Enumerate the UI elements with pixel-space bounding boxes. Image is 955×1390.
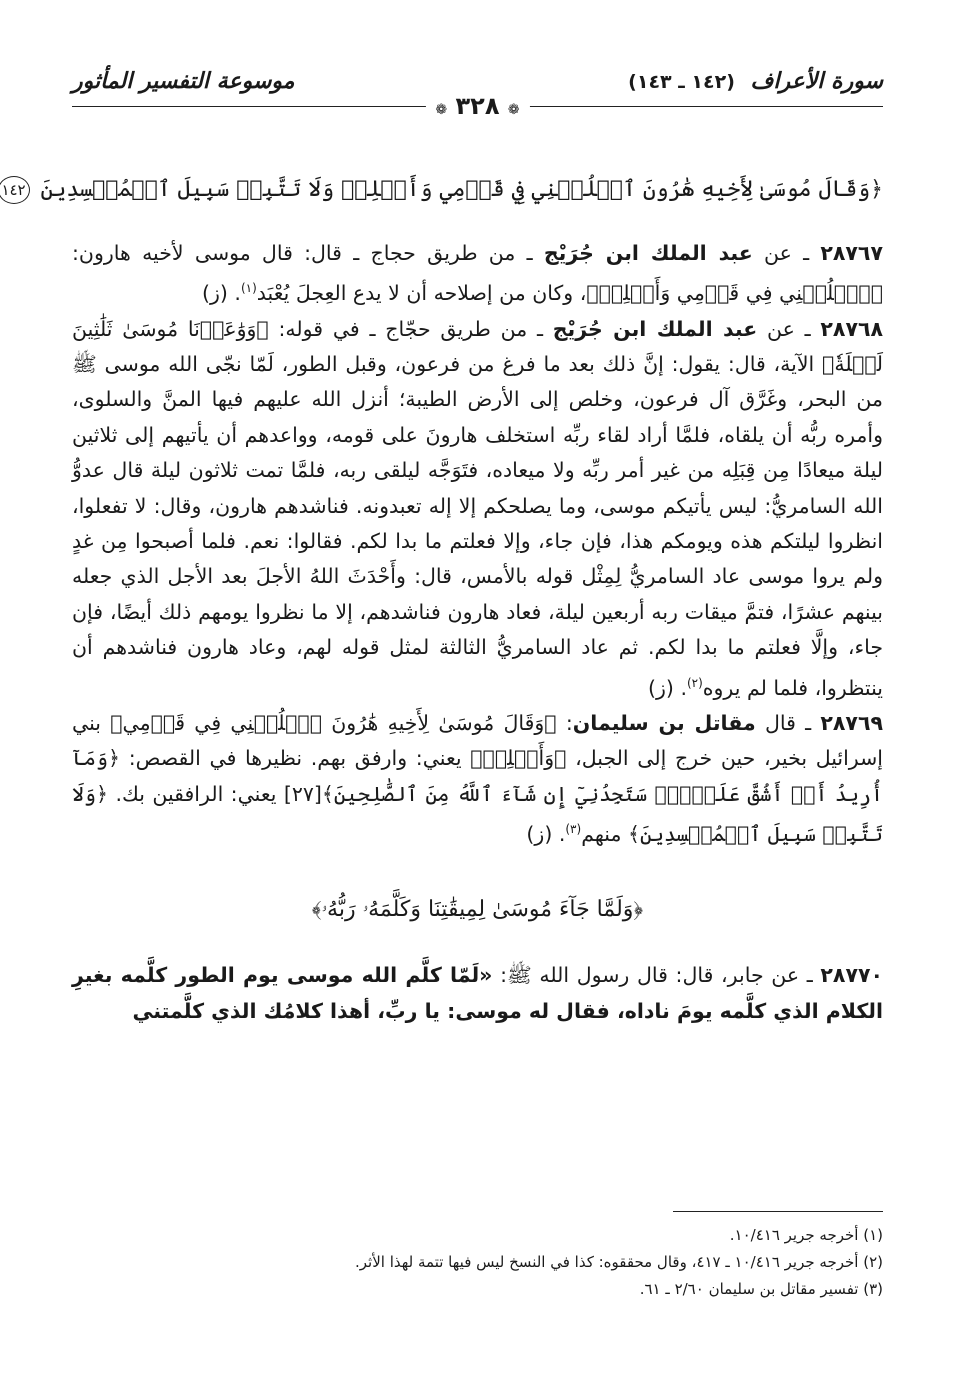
narrator-name: عبد الملك ابن جُرَيْج: [543, 241, 753, 265]
verse-text: ﴿وَقَالَ مُوسَىٰ لِأَخِيهِ هَٰرُونَ ٱخۡلُفۡنِي فِي قَوۡمِي وَأَصۡلِحۡ وَلَا تَتَّبِعۡ سَبِيلَ ٱلۡمُفۡسِدِينَ: [40, 177, 883, 202]
narration-28768: [72, 312, 883, 706]
narration-text: يعني: الرافقين بك.: [115, 781, 277, 806]
source-mark: . (ز): [526, 821, 566, 846]
footnotes: [72, 1222, 883, 1303]
narrator-name: عبد الملك ابن جُرَيْج: [552, 316, 758, 341]
quran-verse-heading: [1, 168, 883, 212]
narration-text: ـ من طريق حجاج ـ قال: قال موسى لأخيه هارون:: [72, 241, 533, 265]
narration-text: ـ عن جابر، قال: قال رسول الله ﷺ:: [500, 963, 813, 988]
page-content: [1, 168, 883, 1029]
quran-quote: ﴿ٱخۡلُفۡنِي فِي قَوۡمِي وَأَصۡلِحۡ﴾: [586, 281, 883, 306]
narration-text: ـ من طريق حجّاج ـ في قوله:: [278, 316, 543, 341]
page-number-block: [425, 92, 529, 120]
footnote: (٢) أخرجه جرير ١٠/٤١٦ ـ ٤١٧، وقال محققوه: كذا في النسخ ليس فيها تتمة لهذا الأثر.: [355, 1253, 883, 1271]
footnote: (١) أخرجه جرير ١٠/٤١٦.: [729, 1226, 883, 1244]
narration-text: يعني: وارفق بهم. نظيرها في القصص:: [128, 746, 462, 771]
book-title: موسوعة التفسير المأثور: [72, 68, 295, 94]
narration-intro: ـ عن: [764, 241, 810, 265]
narration-number: ٢٨٧٦٧: [820, 241, 883, 265]
narration-number: ٢٨٧٦٩: [820, 710, 883, 735]
source-mark: . (ز): [648, 675, 687, 700]
narration-intro: ـ قال: [764, 710, 812, 735]
narration-text: ، وكان من إصلاحه أن لا يدع العِجلَ يُعْبَد: [256, 281, 587, 306]
narration-28767: [72, 236, 883, 312]
ornament-icon: ❁: [435, 102, 448, 118]
quran-quote: ﴿وَوَٰعَدۡنَا مُوسَىٰ ثَلَٰثِينَ لَيۡلَةٗ﴾: [72, 316, 883, 377]
footnote: (٣) تفسير مقاتل بن سليمان ٢/٦٠ ـ ٦١.: [639, 1280, 883, 1298]
source-mark: . (ز): [202, 281, 241, 306]
footnote-ref[interactable]: (٣): [565, 822, 582, 837]
narration-number: ٢٨٧٦٨: [820, 316, 883, 341]
quran-quote: ﴿وَأَصۡلِحۡ﴾: [470, 746, 567, 771]
verse-range: (١٤٢ ـ ١٤٣): [628, 71, 735, 93]
ornament-icon: ❁: [507, 102, 520, 118]
narration-28769: [72, 706, 883, 852]
footnote-ref[interactable]: (٢): [686, 675, 703, 690]
quran-verse-heading: [72, 888, 883, 932]
narration-text: الآية، قال: يقول: إنَّ ذلك بعد ما فرغ من فرعون، وقبل الطور، لَمّا نجّى الله موسى ﷺ من البحر، وغَرَّق آل فرعون، وخلص إلى الأرض الطيبة؛ أنزل الله عليهم فيها المنَّ والسلوى، وأمره ربُّه أن يلقاه، فلمَّا أراد لقاء ربِّه استخلف هارونَ على قومه، وواعدهم أن يأتيهم إلى ثلاثين ليلة ميعادًا مِن قِبَلِه من غير أمر ربِّه ولا ميعاده، فتَوَجَّه ليلقى ربه، فلمَّا تمت ثلاثون ليلة قال عدوُّ الله السامريُّ: ليس يأتيكم موسى، وما يصلحكم إلا إله تعبدونه. فناشدهم هارون، وقال: لا تفعلوا، انظروا ليلتكم هذه ويومكم هذا، فإن جاء، وإلا فعلتم ما بدا لكم. فقالوا: نعم. فلما أصبحوا مِن غدٍ ولم يروا موسى عاد السامريُّ لِمِثْل قوله بالأمس، قال: وأَحْدَثَ اللهُ الأجلَ بعد الأجل الذي جعله بينهم عشرًا، فتمَّ ميقات ربه أربعين ليلة، فعاد هارون فناشدهم، إلا ما نظروا يومهم ذلك أيضًا، فإن جاء، وإلَّا فعلتم ما بدا لكم. ثم عاد السامريُّ الثالثة لمثل قوله لهم، وعاد هارون فناشدهم أن ينتظروا، فلما لم يروه: [72, 352, 883, 700]
narration-text: :: [565, 710, 573, 735]
verse-text: ﴿وَلَمَّا جَآءَ مُوسَىٰ لِمِيقَٰتِنَا وَكَلَّمَهُۥ رَبُّهُۥ﴾: [311, 897, 644, 923]
page-header: [72, 62, 883, 122]
narration-number: ٢٨٧٧٠: [820, 963, 883, 988]
quran-quote: ﴿وَمَآ أُرِيدُ أَنۡ أَشُقَّ عَلَيۡكَۚ سَتَجِدُنِيٓ إِن شَآءَ ٱللَّهُ مِنَ ٱلصَّٰلِحِينَ﴾: [72, 746, 883, 806]
narration-28770: [72, 958, 883, 1029]
surah-title: [628, 68, 883, 94]
ayah-number-icon: ١٤٢: [0, 176, 30, 204]
quran-quote: ﴿وَقَالَ مُوسَىٰ لِأَخِيهِ هَٰرُونَ ٱخۡلُفۡنِي فِي قَوۡمِي﴾: [110, 710, 557, 735]
narration-text: بني إسرائيل بخير، حين خرج إلى الجبل،: [72, 710, 883, 771]
narrator-name: مقاتل بن سليمان: [572, 710, 756, 735]
footnote-divider: [673, 1211, 883, 1212]
narration-intro: ـ عن: [767, 316, 811, 341]
hadith-text: «لَمّا كلَّم الله موسى يوم الطور كلَّمه بغيرِ الكلام الذي كلَّمه يومَ ناداه، فقال له موسى: يا ربِّ، أهذا كلامُك الذي كلَّمتني: [72, 963, 883, 1023]
quran-quote: ﴿وَلَا تَتَّبِعۡ سَبِيلَ ٱلۡمُفۡسِدِينَ﴾: [72, 781, 883, 846]
surah-name: سورة الأعراف: [750, 68, 883, 94]
narration-text: منهم: [581, 821, 622, 846]
verse-reference: [٢٧]: [283, 781, 322, 806]
page-number: ٣٢٨: [455, 92, 500, 120]
footnote-ref[interactable]: (١): [240, 281, 257, 296]
